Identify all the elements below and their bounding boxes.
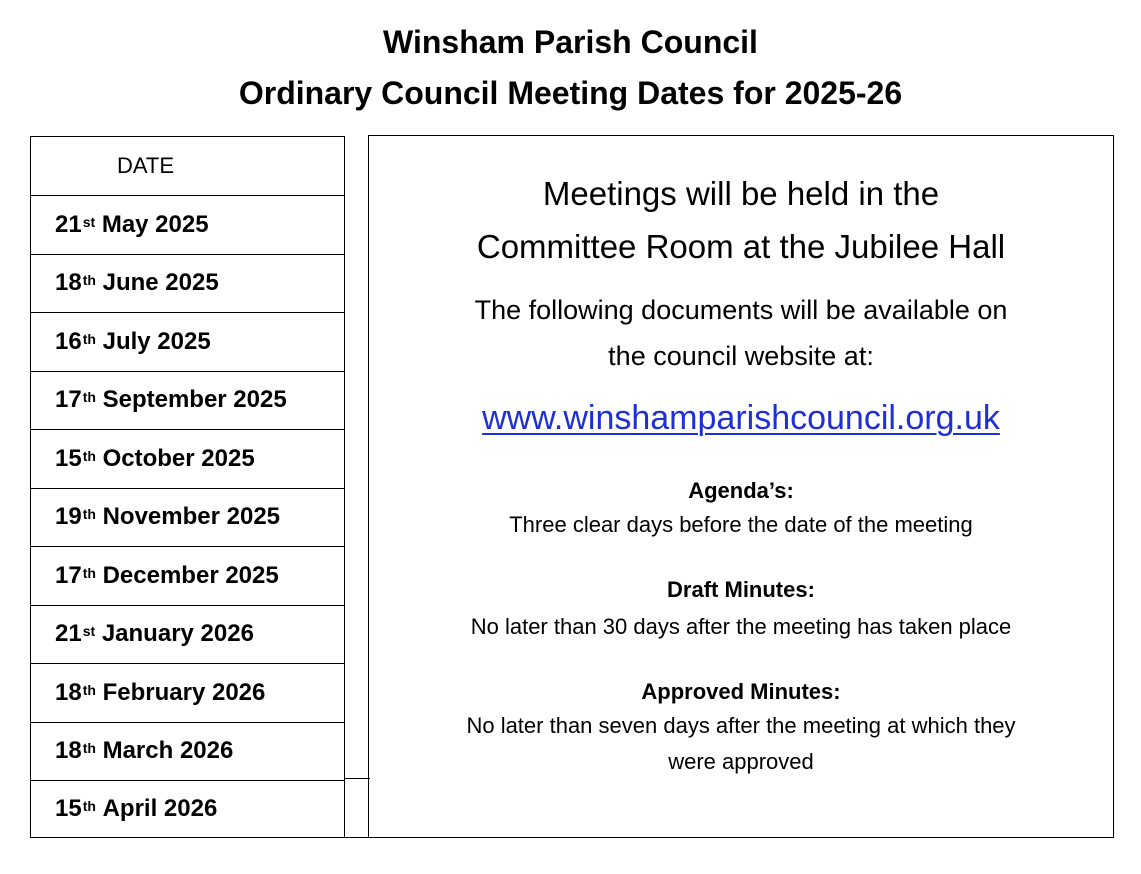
date-row: 15 $^{th}$ October 2025 <box>31 429 344 488</box>
agenda-text: Three clear days before the date of the meeting <box>509 512 973 537</box>
date-row: 16 $^{th}$ July 2025 <box>31 312 344 371</box>
draft-minutes-label: Draft Minutes: <box>667 577 815 602</box>
date-row: 17 $^{th}$ September 2025 <box>31 371 344 430</box>
page-subtitle: Ordinary Council Meeting Dates for 2025-26 <box>238 75 903 111</box>
venue-line-2: Committee Room at the Jubilee Hall <box>476 228 1006 265</box>
date-row: 15 $^{th}$ April 2026 <box>31 780 344 836</box>
venue-line-1: Meetings will be held in the <box>542 175 940 212</box>
meeting-dates-table <box>30 136 345 838</box>
table-connector <box>344 778 370 838</box>
approved-minutes-text-1: No later than seven days after the meeting at which they <box>466 713 1016 738</box>
approved-minutes-text-2: were approved <box>668 749 814 774</box>
date-row: 18 $^{th}$ June 2025 <box>31 254 344 313</box>
date-row: 18 $^{th}$ February 2026 <box>31 663 344 722</box>
dates-table-header: DATE <box>117 153 175 178</box>
draft-minutes-text: No later than 30 days after the meeting has taken place <box>470 614 1012 639</box>
website-link[interactable]: www.winshamparishcouncil.org.uk <box>482 399 1000 437</box>
page-title: Winsham Parish Council <box>383 24 758 60</box>
date-row: 21 $^{st}$ May 2025 <box>31 195 344 254</box>
date-row: 18 $^{th}$ March 2026 <box>31 722 344 781</box>
website-row <box>369 397 1113 439</box>
agenda-label: Agenda’s: <box>688 478 794 503</box>
date-row: 19 $^{th}$ November 2025 <box>31 488 344 547</box>
meeting-info-box <box>368 135 1114 838</box>
date-row: 17 $^{th}$ December 2025 <box>31 546 344 605</box>
approved-minutes-label: Approved Minutes: <box>641 679 841 704</box>
date-row: 21 $^{st}$ January 2026 <box>31 605 344 664</box>
documents-line-2: the council website at: <box>608 341 874 371</box>
documents-line-1: The following documents will be available on <box>474 295 1008 325</box>
